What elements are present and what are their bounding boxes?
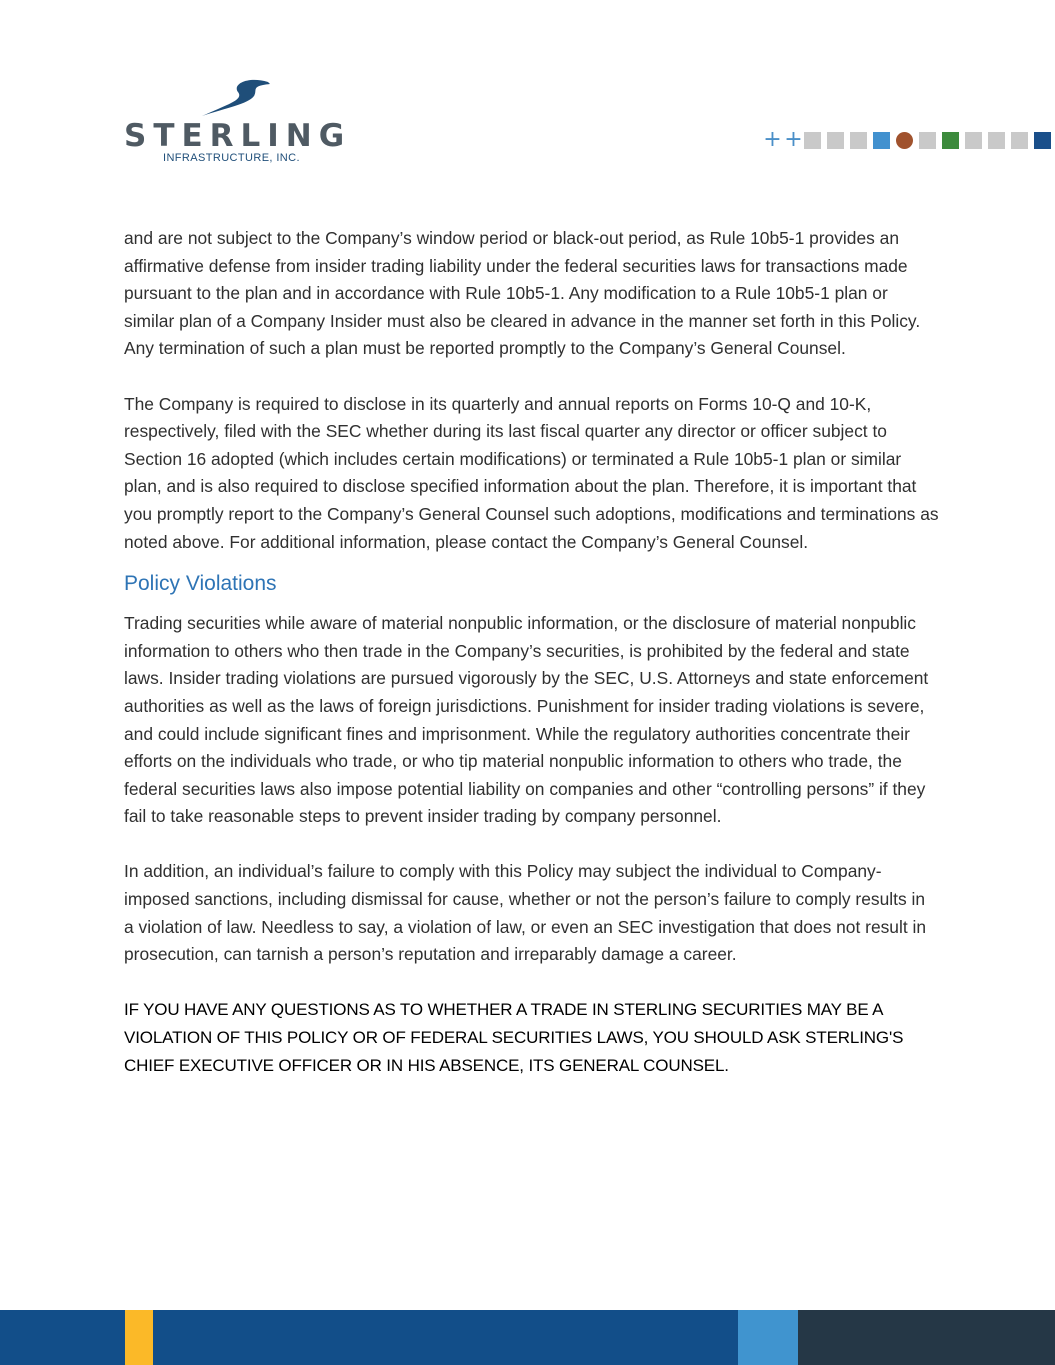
- deco-square: [1011, 132, 1028, 149]
- paragraph-disclosure: The Company is required to disclose in its quarterly and annual reports on Forms 10-Q and 10-K, respectively, filed with the SEC whether during its last fiscal quarter any director or officer subject to Section 16 adopted (which includes certain modifications) or terminated a Rule 10b5-1 plan or similar plan, and is also required to disclose specified information about the plan. Therefore, it is important that you promptly report to the Company’s General Counsel such adoptions, modifications and terminations as noted above. For additional information, please contact the Company’s General Counsel.: [124, 393, 939, 552]
- footer-segment: [153, 1310, 738, 1365]
- footer-segment: [125, 1310, 153, 1365]
- footer-segment: [0, 1310, 125, 1365]
- deco-square: [804, 132, 821, 149]
- plus-icon: +: [784, 127, 803, 152]
- deco-square: [827, 132, 844, 149]
- deco-square: [850, 132, 867, 149]
- document-body: [124, 225, 939, 1079]
- header-decoration: [762, 127, 1055, 152]
- section-heading: Policy Violations: [124, 572, 277, 596]
- deco-square: [942, 132, 959, 149]
- footer-segment: [798, 1310, 1055, 1365]
- paragraph-notice: IF YOU HAVE ANY QUESTIONS AS TO WHETHER A TRADE IN STERLING SECURITIES MAY BE A VIOLATION OF THIS POLICY OR OF FEDERAL SECURITIES LAWS, YOU SHOULD ASK STERLING'S CHIEF EXECUTIVE OFFICER OR IN HIS ABSENCE, ITS GENERAL COUNSEL.: [124, 1000, 904, 1075]
- logo-subtitle: INFRASTRUCTURE, INC.: [163, 152, 300, 164]
- logo-wordmark: STERLING: [124, 118, 352, 154]
- deco-square: [919, 132, 936, 149]
- deco-square: [965, 132, 982, 149]
- paragraph-violations: Trading securities while aware of material nonpublic information, or the disclosure of material nonpublic information to others who then trade in the Company’s securities, is prohibited by the federal and state laws. Insider trading violations are pursued vigorously by the SEC, U.S. Attorneys and state enforcement authorities as well as the laws of foreign jurisdictions. Punishment for insider trading violations is severe, and could include significant fines and imprisonment. While the regulatory authorities concentrate their efforts on the individuals who trade, or who tip material nonpublic information to others who trade, the federal securities laws also impose potential liability on companies and other “controlling persons” if they fail to take reasonable steps to prevent insider trading by company personnel.: [124, 613, 929, 827]
- footer-segment: [738, 1310, 798, 1365]
- plus-icon: +: [763, 127, 782, 152]
- paragraph-sanctions: In addition, an individual’s failure to comply with this Policy may subject the individual to Company-imposed sanctions, including dismissal for cause, whether or not the person’s failure to comply results in a violation of law. Needless to say, a violation of law, or even an SEC investigation that does not result in prosecution, can tarnish a person’s reputation and irreparably damage a career.: [124, 861, 927, 965]
- footer-band: [0, 1310, 1055, 1365]
- logo-swoosh-icon: [198, 78, 278, 120]
- deco-square: [873, 132, 890, 149]
- deco-square: [988, 132, 1005, 149]
- deco-square: [1034, 132, 1051, 149]
- company-logo: [124, 78, 356, 168]
- deco-dot: [896, 132, 913, 149]
- paragraph-rule-10b5-1: and are not subject to the Company’s window period or black-out period, as Rule 10b5-1 provides an affirmative defense from insider trading liability under the federal securities laws for transactions made pursuant to the plan and in accordance with Rule 10b5-1. Any modification to a Rule 10b5-1 plan or similar plan of a Company Insider must also be cleared in advance in the manner set forth in this Policy. Any termination of such a plan must be reported promptly to the Company’s General Counsel.: [124, 228, 921, 359]
